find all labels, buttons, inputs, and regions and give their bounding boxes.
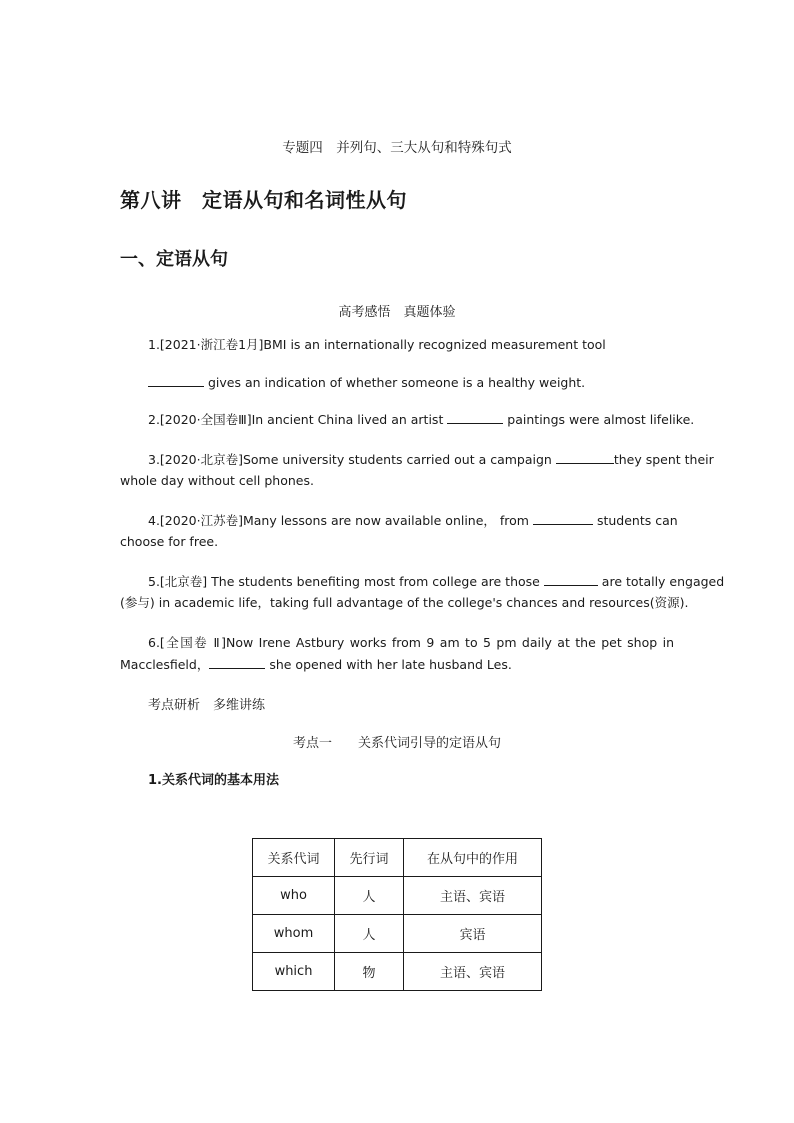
- table-cell: 主语、宾语: [404, 953, 542, 991]
- table-cell: who: [253, 877, 335, 915]
- answer-blank[interactable]: [148, 376, 204, 387]
- table-cell: 人: [335, 915, 404, 953]
- answer-blank[interactable]: [544, 575, 598, 586]
- answer-blank[interactable]: [556, 453, 614, 464]
- table-cell: 物: [335, 953, 404, 991]
- question-5-line-2: (参与) in academic life，taking full advantage of the college's chances and resources(资源).: [120, 595, 689, 610]
- table-cell: 主语、宾语: [404, 877, 542, 915]
- point-heading: 考点一 关系代词引导的定语从句: [292, 736, 501, 751]
- table-row: [253, 953, 542, 991]
- question-4-line-2: choose for free.: [120, 534, 219, 549]
- table-cell: 人: [335, 877, 404, 915]
- table-cell: whom: [253, 915, 335, 953]
- analysis-heading: 考点研析 多维讲练: [148, 698, 266, 713]
- lecture-title: 第八讲 定语从句和名词性从句: [120, 188, 407, 212]
- question-2: 2.[2020·全国卷Ⅲ]In ancient China lived an artist paintings were almost lifelike.: [148, 412, 695, 427]
- section-title: 一、定语从句: [120, 249, 228, 270]
- question-5-line-1: 5.[北京卷] The students benefiting most from college are those are totally engaged: [148, 574, 725, 589]
- question-1-line-1: 1.[2021·浙江卷1月]BMI is an internationally recognized measurement tool: [148, 337, 606, 352]
- topic-header: 专题四 并列句、三大从句和特殊句式: [282, 140, 512, 156]
- subsection-heading: 高考感悟 真题体验: [338, 305, 456, 320]
- answer-blank[interactable]: [533, 514, 593, 525]
- table-header-cell: 关系代词: [253, 839, 335, 877]
- question-3-line-1: 3.[2020·北京卷]Some university students carried out a campaign they spent their: [148, 452, 714, 467]
- question-4-line-1: 4.[2020·江苏卷]Many lessons are now available online， from students can: [148, 513, 678, 528]
- table-cell: which: [253, 953, 335, 991]
- relative-pronoun-table: [252, 838, 542, 991]
- table-header-cell: 在从句中的作用: [404, 839, 542, 877]
- answer-blank[interactable]: [209, 658, 265, 669]
- question-1-line-2: gives an indication of whether someone is a healthy weight.: [148, 376, 585, 390]
- table-header-row: [253, 839, 542, 877]
- table-header-cell: 先行词: [335, 839, 404, 877]
- usage-heading: 1.关系代词的基本用法: [148, 773, 279, 788]
- table-row: [253, 877, 542, 915]
- answer-blank[interactable]: [447, 413, 503, 424]
- question-6-line-2: Macclesfield， she opened with her late husband Les.: [120, 657, 512, 672]
- question-6-line-1: 6.[全国卷 Ⅱ]Now Irene Astbury works from 9 am to 5 pm daily at the pet shop in: [148, 635, 674, 650]
- table-row: [253, 915, 542, 953]
- question-3-line-2: whole day without cell phones.: [120, 473, 314, 488]
- table-cell: 宾语: [404, 915, 542, 953]
